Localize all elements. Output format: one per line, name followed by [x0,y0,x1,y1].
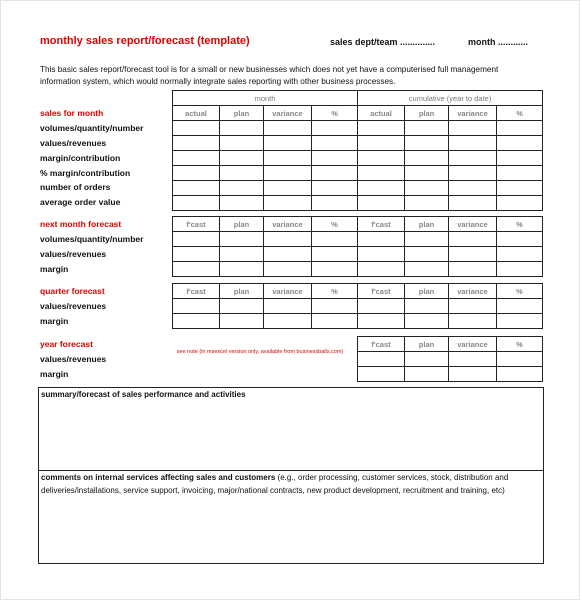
table-row [173,262,543,277]
excel-version-note: see note (in msexcel version only, available from businessballs.com) [176,349,344,355]
col-header: actual [173,106,220,121]
table-row [173,299,543,314]
col-header: % [312,106,358,121]
row-label: margin [40,316,69,326]
summary-heading: summary/forecast of sales performance and activities [41,390,246,399]
col-header: plan [405,217,449,232]
row-label: number of orders [40,182,111,192]
row-label: average order value [40,197,121,207]
table-row [358,352,543,367]
row-label: values/revenues [40,354,107,364]
col-header: f'cast [358,337,405,352]
col-header: % [497,217,543,232]
table-row [173,196,543,211]
col-header: f'cast [173,217,220,232]
row-label: margin [40,264,69,274]
col-header: variance [264,106,312,121]
col-header: plan [405,106,449,121]
col-header: actual [358,106,405,121]
table-row [173,247,543,262]
table-row [173,121,543,136]
row-label: volumes/quantity/number [40,123,144,133]
col-header: % [497,106,543,121]
group-header-month: month [173,91,358,106]
comments-text: (e.g., order processing, customer services, stock, distribution and deliveries/installations, service support, invoicing, major/national contracts, new product development, recruitment and training, etc) [41,473,509,495]
col-header: variance [449,337,497,352]
col-header: plan [405,337,449,352]
table-row [173,136,543,151]
comments-heading: comments on internal services affecting sales and customers [41,473,276,482]
table-row [173,314,543,329]
col-header: % [497,337,543,352]
row-label: volumes/quantity/number [40,234,144,244]
row-label: margin [40,369,69,379]
col-header: % [312,217,358,232]
next-month-table [172,216,543,277]
row-label: margin/contribution [40,153,121,163]
quarter-table [172,283,543,329]
comments-box[interactable] [38,470,544,564]
table-row [173,151,543,166]
row-label: values/revenues [40,138,107,148]
row-label: values/revenues [40,249,107,259]
col-header: variance [449,217,497,232]
col-header: variance [449,106,497,121]
col-header: % [312,284,358,299]
table-row [173,166,543,181]
next-month-heading: next month forecast [40,219,122,229]
col-header: f'cast [173,284,220,299]
sales-for-month-heading: sales for month [40,108,104,118]
col-header: variance [449,284,497,299]
report-title: monthly sales report/forecast (template) [40,35,250,47]
col-header: f'cast [358,284,405,299]
quarter-heading: quarter forecast [40,286,105,296]
col-header: plan [220,106,264,121]
summary-box[interactable] [38,387,544,471]
table-row [358,367,543,382]
row-label: % margin/contribution [40,168,131,178]
col-header: plan [405,284,449,299]
month-field[interactable]: month ............ [468,37,528,47]
sales-dept-field[interactable]: sales dept/team .............. [330,37,436,47]
year-heading: year forecast [40,339,93,349]
row-label: values/revenues [40,301,107,311]
group-header-cumulative: cumulative (year to date) [358,91,543,106]
col-header: variance [264,217,312,232]
col-header: f'cast [358,217,405,232]
col-header: plan [220,284,264,299]
col-header: variance [264,284,312,299]
table-row [173,181,543,196]
sales-for-month-table [172,90,543,211]
col-header: % [497,284,543,299]
intro-text: This basic sales report/forecast tool is for a small or new businesses which does not yet have a computerised full management information system, which would normally integrate sales reporting with other business processes. [40,65,499,86]
table-row [173,232,543,247]
col-header: plan [220,217,264,232]
year-table [357,336,543,382]
